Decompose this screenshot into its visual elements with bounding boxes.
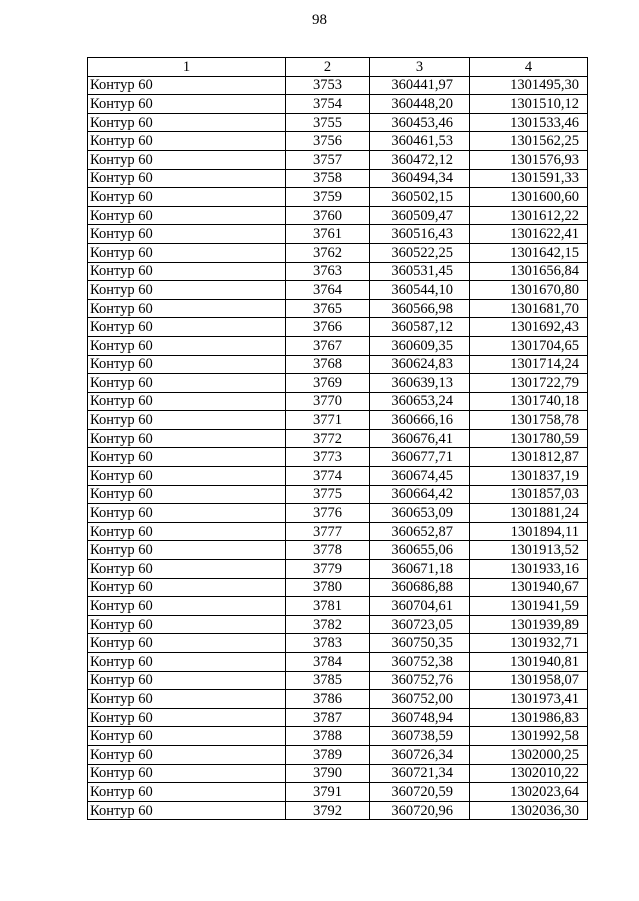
table-header-row bbox=[88, 58, 588, 77]
table-row bbox=[88, 169, 588, 188]
cell-y-coordinate: 1301940,81 bbox=[470, 653, 588, 672]
cell-y-coordinate: 1301958,07 bbox=[470, 671, 588, 690]
table-row bbox=[88, 671, 588, 690]
cell-contour-name: Контур 60 bbox=[88, 764, 286, 783]
cell-x-coordinate: 360738,59 bbox=[370, 727, 470, 746]
cell-point-number: 3781 bbox=[286, 597, 370, 616]
cell-point-number: 3785 bbox=[286, 671, 370, 690]
table-row bbox=[88, 560, 588, 579]
cell-x-coordinate: 360752,00 bbox=[370, 690, 470, 709]
cell-contour-name: Контур 60 bbox=[88, 392, 286, 411]
cell-point-number: 3765 bbox=[286, 299, 370, 318]
table-row bbox=[88, 690, 588, 709]
cell-contour-name: Контур 60 bbox=[88, 578, 286, 597]
table-row bbox=[88, 374, 588, 393]
table-row bbox=[88, 76, 588, 95]
cell-x-coordinate: 360461,53 bbox=[370, 132, 470, 151]
cell-x-coordinate: 360544,10 bbox=[370, 281, 470, 300]
cell-x-coordinate: 360666,16 bbox=[370, 411, 470, 430]
cell-y-coordinate: 1301576,93 bbox=[470, 150, 588, 169]
cell-y-coordinate: 1301704,65 bbox=[470, 336, 588, 355]
cell-x-coordinate: 360652,87 bbox=[370, 522, 470, 541]
cell-point-number: 3777 bbox=[286, 522, 370, 541]
cell-contour-name: Контур 60 bbox=[88, 653, 286, 672]
table-row bbox=[88, 281, 588, 300]
cell-contour-name: Контур 60 bbox=[88, 206, 286, 225]
cell-x-coordinate: 360748,94 bbox=[370, 708, 470, 727]
table-row bbox=[88, 448, 588, 467]
cell-point-number: 3775 bbox=[286, 485, 370, 504]
cell-y-coordinate: 1301780,59 bbox=[470, 429, 588, 448]
table-row bbox=[88, 745, 588, 764]
cell-point-number: 3771 bbox=[286, 411, 370, 430]
table-row bbox=[88, 150, 588, 169]
cell-y-coordinate: 1301722,79 bbox=[470, 374, 588, 393]
cell-y-coordinate: 1301600,60 bbox=[470, 188, 588, 207]
cell-x-coordinate: 360509,47 bbox=[370, 206, 470, 225]
table-row bbox=[88, 392, 588, 411]
table-row bbox=[88, 132, 588, 151]
cell-y-coordinate: 1301656,84 bbox=[470, 262, 588, 281]
cell-point-number: 3779 bbox=[286, 560, 370, 579]
cell-x-coordinate: 360609,35 bbox=[370, 336, 470, 355]
cell-y-coordinate: 1301986,83 bbox=[470, 708, 588, 727]
cell-contour-name: Контур 60 bbox=[88, 690, 286, 709]
table-body bbox=[88, 76, 588, 820]
cell-point-number: 3757 bbox=[286, 150, 370, 169]
cell-point-number: 3787 bbox=[286, 708, 370, 727]
table-row bbox=[88, 727, 588, 746]
cell-point-number: 3773 bbox=[286, 448, 370, 467]
cell-point-number: 3753 bbox=[286, 76, 370, 95]
cell-y-coordinate: 1301758,78 bbox=[470, 411, 588, 430]
cell-y-coordinate: 1301940,67 bbox=[470, 578, 588, 597]
cell-y-coordinate: 1301837,19 bbox=[470, 467, 588, 486]
cell-contour-name: Контур 60 bbox=[88, 169, 286, 188]
cell-y-coordinate: 1301510,12 bbox=[470, 95, 588, 114]
cell-point-number: 3754 bbox=[286, 95, 370, 114]
cell-contour-name: Контур 60 bbox=[88, 504, 286, 523]
cell-contour-name: Контур 60 bbox=[88, 448, 286, 467]
cell-x-coordinate: 360653,24 bbox=[370, 392, 470, 411]
cell-contour-name: Контур 60 bbox=[88, 801, 286, 820]
table-row bbox=[88, 578, 588, 597]
cell-point-number: 3791 bbox=[286, 783, 370, 802]
cell-y-coordinate: 1301533,46 bbox=[470, 113, 588, 132]
table-row bbox=[88, 429, 588, 448]
table-row bbox=[88, 504, 588, 523]
cell-y-coordinate: 1301670,80 bbox=[470, 281, 588, 300]
cell-x-coordinate: 360531,45 bbox=[370, 262, 470, 281]
cell-contour-name: Контур 60 bbox=[88, 318, 286, 337]
cell-y-coordinate: 1301857,03 bbox=[470, 485, 588, 504]
cell-x-coordinate: 360704,61 bbox=[370, 597, 470, 616]
cell-point-number: 3784 bbox=[286, 653, 370, 672]
cell-point-number: 3778 bbox=[286, 541, 370, 560]
cell-x-coordinate: 360723,05 bbox=[370, 615, 470, 634]
cell-point-number: 3760 bbox=[286, 206, 370, 225]
cell-x-coordinate: 360502,15 bbox=[370, 188, 470, 207]
table-row bbox=[88, 95, 588, 114]
cell-x-coordinate: 360676,41 bbox=[370, 429, 470, 448]
cell-x-coordinate: 360639,13 bbox=[370, 374, 470, 393]
table-row bbox=[88, 188, 588, 207]
cell-x-coordinate: 360587,12 bbox=[370, 318, 470, 337]
cell-contour-name: Контур 60 bbox=[88, 113, 286, 132]
cell-x-coordinate: 360441,97 bbox=[370, 76, 470, 95]
table-row bbox=[88, 225, 588, 244]
cell-point-number: 3782 bbox=[286, 615, 370, 634]
table-row bbox=[88, 615, 588, 634]
cell-x-coordinate: 360752,38 bbox=[370, 653, 470, 672]
cell-contour-name: Контур 60 bbox=[88, 485, 286, 504]
table-row bbox=[88, 336, 588, 355]
cell-point-number: 3759 bbox=[286, 188, 370, 207]
cell-y-coordinate: 1301642,15 bbox=[470, 243, 588, 262]
coordinates-table bbox=[87, 57, 588, 820]
cell-contour-name: Контур 60 bbox=[88, 262, 286, 281]
cell-x-coordinate: 360721,34 bbox=[370, 764, 470, 783]
cell-y-coordinate: 1301612,22 bbox=[470, 206, 588, 225]
table-row bbox=[88, 541, 588, 560]
cell-contour-name: Контур 60 bbox=[88, 132, 286, 151]
column-header-2: 2 bbox=[286, 58, 370, 77]
cell-x-coordinate: 360516,43 bbox=[370, 225, 470, 244]
cell-contour-name: Контур 60 bbox=[88, 243, 286, 262]
cell-y-coordinate: 1302000,25 bbox=[470, 745, 588, 764]
cell-contour-name: Контур 60 bbox=[88, 188, 286, 207]
cell-x-coordinate: 360671,18 bbox=[370, 560, 470, 579]
cell-point-number: 3789 bbox=[286, 745, 370, 764]
table-row bbox=[88, 467, 588, 486]
table-row bbox=[88, 522, 588, 541]
cell-contour-name: Контур 60 bbox=[88, 374, 286, 393]
cell-point-number: 3758 bbox=[286, 169, 370, 188]
cell-contour-name: Контур 60 bbox=[88, 150, 286, 169]
cell-x-coordinate: 360494,34 bbox=[370, 169, 470, 188]
cell-y-coordinate: 1301495,30 bbox=[470, 76, 588, 95]
cell-y-coordinate: 1301973,41 bbox=[470, 690, 588, 709]
cell-point-number: 3768 bbox=[286, 355, 370, 374]
cell-point-number: 3766 bbox=[286, 318, 370, 337]
column-header-4: 4 bbox=[470, 58, 588, 77]
cell-x-coordinate: 360686,88 bbox=[370, 578, 470, 597]
cell-contour-name: Контур 60 bbox=[88, 95, 286, 114]
cell-point-number: 3761 bbox=[286, 225, 370, 244]
cell-x-coordinate: 360453,46 bbox=[370, 113, 470, 132]
cell-contour-name: Контур 60 bbox=[88, 634, 286, 653]
cell-contour-name: Контур 60 bbox=[88, 429, 286, 448]
cell-y-coordinate: 1301913,52 bbox=[470, 541, 588, 560]
cell-point-number: 3776 bbox=[286, 504, 370, 523]
cell-x-coordinate: 360677,71 bbox=[370, 448, 470, 467]
cell-contour-name: Контур 60 bbox=[88, 597, 286, 616]
cell-x-coordinate: 360522,25 bbox=[370, 243, 470, 262]
cell-x-coordinate: 360655,06 bbox=[370, 541, 470, 560]
table-row bbox=[88, 801, 588, 820]
cell-y-coordinate: 1301933,16 bbox=[470, 560, 588, 579]
cell-point-number: 3788 bbox=[286, 727, 370, 746]
table-row bbox=[88, 708, 588, 727]
cell-y-coordinate: 1301932,71 bbox=[470, 634, 588, 653]
cell-y-coordinate: 1302023,64 bbox=[470, 783, 588, 802]
table-row bbox=[88, 597, 588, 616]
cell-contour-name: Контур 60 bbox=[88, 745, 286, 764]
table-row bbox=[88, 764, 588, 783]
cell-point-number: 3772 bbox=[286, 429, 370, 448]
cell-contour-name: Контур 60 bbox=[88, 299, 286, 318]
cell-x-coordinate: 360720,59 bbox=[370, 783, 470, 802]
cell-y-coordinate: 1301812,87 bbox=[470, 448, 588, 467]
cell-x-coordinate: 360566,98 bbox=[370, 299, 470, 318]
cell-contour-name: Контур 60 bbox=[88, 355, 286, 374]
table-row bbox=[88, 485, 588, 504]
cell-point-number: 3792 bbox=[286, 801, 370, 820]
table-row bbox=[88, 783, 588, 802]
cell-contour-name: Контур 60 bbox=[88, 225, 286, 244]
table-row bbox=[88, 262, 588, 281]
cell-point-number: 3770 bbox=[286, 392, 370, 411]
cell-y-coordinate: 1301714,24 bbox=[470, 355, 588, 374]
column-header-3: 3 bbox=[370, 58, 470, 77]
cell-y-coordinate: 1302010,22 bbox=[470, 764, 588, 783]
cell-x-coordinate: 360448,20 bbox=[370, 95, 470, 114]
cell-point-number: 3780 bbox=[286, 578, 370, 597]
table-row bbox=[88, 355, 588, 374]
cell-y-coordinate: 1301591,33 bbox=[470, 169, 588, 188]
cell-point-number: 3764 bbox=[286, 281, 370, 300]
cell-x-coordinate: 360664,42 bbox=[370, 485, 470, 504]
cell-x-coordinate: 360674,45 bbox=[370, 467, 470, 486]
table-row bbox=[88, 653, 588, 672]
table-row bbox=[88, 411, 588, 430]
page-number: 98 bbox=[312, 12, 327, 28]
table-row bbox=[88, 113, 588, 132]
cell-point-number: 3769 bbox=[286, 374, 370, 393]
cell-point-number: 3783 bbox=[286, 634, 370, 653]
cell-y-coordinate: 1301894,11 bbox=[470, 522, 588, 541]
cell-contour-name: Контур 60 bbox=[88, 727, 286, 746]
cell-point-number: 3762 bbox=[286, 243, 370, 262]
cell-contour-name: Контур 60 bbox=[88, 467, 286, 486]
cell-contour-name: Контур 60 bbox=[88, 671, 286, 690]
cell-x-coordinate: 360653,09 bbox=[370, 504, 470, 523]
table-row bbox=[88, 206, 588, 225]
cell-contour-name: Контур 60 bbox=[88, 411, 286, 430]
cell-point-number: 3774 bbox=[286, 467, 370, 486]
cell-x-coordinate: 360720,96 bbox=[370, 801, 470, 820]
cell-point-number: 3786 bbox=[286, 690, 370, 709]
cell-point-number: 3763 bbox=[286, 262, 370, 281]
cell-point-number: 3790 bbox=[286, 764, 370, 783]
cell-y-coordinate: 1301562,25 bbox=[470, 132, 588, 151]
cell-contour-name: Контур 60 bbox=[88, 522, 286, 541]
cell-x-coordinate: 360624,83 bbox=[370, 355, 470, 374]
cell-y-coordinate: 1301681,70 bbox=[470, 299, 588, 318]
cell-y-coordinate: 1301941,59 bbox=[470, 597, 588, 616]
cell-contour-name: Контур 60 bbox=[88, 281, 286, 300]
table-row bbox=[88, 243, 588, 262]
cell-point-number: 3756 bbox=[286, 132, 370, 151]
cell-y-coordinate: 1301692,43 bbox=[470, 318, 588, 337]
table-row bbox=[88, 318, 588, 337]
cell-contour-name: Контур 60 bbox=[88, 783, 286, 802]
cell-y-coordinate: 1301622,41 bbox=[470, 225, 588, 244]
table-row bbox=[88, 299, 588, 318]
cell-x-coordinate: 360472,12 bbox=[370, 150, 470, 169]
cell-y-coordinate: 1301740,18 bbox=[470, 392, 588, 411]
cell-point-number: 3767 bbox=[286, 336, 370, 355]
cell-point-number: 3755 bbox=[286, 113, 370, 132]
cell-y-coordinate: 1301939,89 bbox=[470, 615, 588, 634]
cell-x-coordinate: 360726,34 bbox=[370, 745, 470, 764]
cell-contour-name: Контур 60 bbox=[88, 541, 286, 560]
cell-contour-name: Контур 60 bbox=[88, 76, 286, 95]
cell-contour-name: Контур 60 bbox=[88, 560, 286, 579]
cell-contour-name: Контур 60 bbox=[88, 708, 286, 727]
table-row bbox=[88, 634, 588, 653]
cell-y-coordinate: 1302036,30 bbox=[470, 801, 588, 820]
cell-x-coordinate: 360750,35 bbox=[370, 634, 470, 653]
cell-y-coordinate: 1301992,58 bbox=[470, 727, 588, 746]
cell-contour-name: Контур 60 bbox=[88, 336, 286, 355]
cell-contour-name: Контур 60 bbox=[88, 615, 286, 634]
column-header-1: 1 bbox=[88, 58, 286, 77]
cell-x-coordinate: 360752,76 bbox=[370, 671, 470, 690]
cell-y-coordinate: 1301881,24 bbox=[470, 504, 588, 523]
